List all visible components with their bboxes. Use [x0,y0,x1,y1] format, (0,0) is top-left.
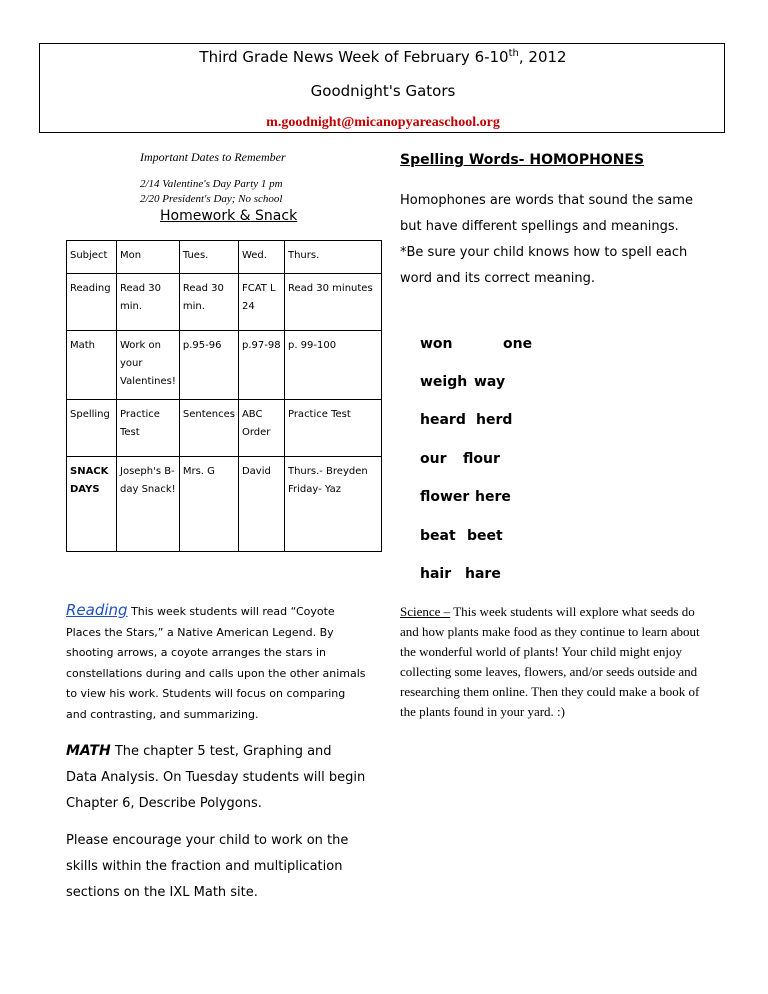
date-item-1: 2/14 Valentine's Day Party 1 pm [140,178,283,190]
spelling-body: Homophones are words that sound the same but have different spellings and meanings. *Be sure your child knows how to spell each word and its correct meaning. [400,193,693,286]
header-cell: Thurs. [284,241,381,274]
homework-table [66,240,382,552]
homework-title: Homework & Snack [160,208,298,224]
title-year: , 2012 [518,48,567,66]
table-cell: Practice Test [284,400,381,457]
spelling-word: herd [476,412,513,428]
spelling-word: weigh [420,374,468,390]
table-cell: Sentences [179,400,238,457]
table-header-row [67,241,382,274]
math-section [66,738,366,817]
science-text: This week students will explore what seeds do and how plants make food as they continue to learn about the wonderful world of plants! Your child might enjoy collecting some leaves, flowers, and/or seeds outside and researching them online. Then they could make a book of the plants found in your yard. :) [400,604,700,719]
header-cell: Wed. [238,241,284,274]
class-name: Goodnight's Gators [310,82,456,100]
science-label: Science – [400,604,451,619]
table-cell: David [238,457,284,552]
spelling-word: here [475,489,511,505]
math-text: The chapter 5 test, Graphing and Data Analysis. On Tuesday students will begin Chapter 6, Describe Polygons. [66,744,366,811]
math-label: MATH [66,743,111,759]
header-box [39,43,725,133]
spelling-word: hare [465,566,501,582]
table-cell: Read 30 minutes [284,274,381,331]
title-text: Third Grade News Week of February 6-10 [199,48,509,66]
spelling-word: beat [420,528,456,544]
reading-text: This week students will read “Coyote Places the Stars,” a Native American Legend. By shooting arrows, a coyote arranges the stars in constellations during and calls upon the other animals to view his work. Students will focus on comparing and contrasting, and summarizing. [66,605,366,721]
science-section [400,602,700,722]
table-cell: FCAT L 24 [238,274,284,331]
table-cell: Read 30 min. [117,274,180,331]
table-cell: p. 99-100 [284,331,381,400]
title-sup: th [508,48,519,59]
date-item-2: 2/20 President's Day; No school [140,193,283,205]
reading-label: Reading [66,601,128,619]
table-row [67,400,382,457]
spelling-word: one [503,336,533,352]
spelling-word: hair [420,566,452,582]
table-cell: Work on your Valentines! [117,331,180,400]
table-row [67,457,382,552]
table-row [67,331,382,400]
header-cell: Mon [117,241,180,274]
table-cell: Mrs. G [179,457,238,552]
spelling-word: flower [420,489,470,505]
spelling-title: Spelling Words- HOMOPHONES [400,152,645,168]
reading-section [66,600,366,725]
table-cell: Thurs.- Breyden Friday- Yaz [284,457,381,552]
spelling-word: beet [467,528,503,544]
table-cell: Read 30 min. [179,274,238,331]
spelling-word: our [420,451,447,467]
table-cell: Joseph's B-day Snack! [117,457,180,552]
dates-heading: Important Dates to Remember [140,150,286,164]
spelling-word: flour [463,451,500,467]
spelling-word: heard [420,412,466,428]
encourage-text: Please encourage your child to work on the skills within the fraction and multiplication sections on the IXL Math site. [66,833,349,900]
header-cell: Subject [67,241,117,274]
table-cell: Reading [67,274,117,331]
table-cell: Math [67,331,117,400]
header-cell: Tues. [179,241,238,274]
newsletter-title [40,48,726,66]
table-cell: p.95-96 [179,331,238,400]
spelling-word: way [474,374,506,390]
spelling-word: won [420,336,453,352]
email-link[interactable]: m.goodnight@micanopyareaschool.org [266,115,500,130]
table-row [67,274,382,331]
table-cell: SNACK DAYS [67,457,117,552]
table-cell: Practice Test [117,400,180,457]
table-cell: p.97-98 [238,331,284,400]
table-cell: Spelling [67,400,117,457]
table-cell: ABC Order [238,400,284,457]
